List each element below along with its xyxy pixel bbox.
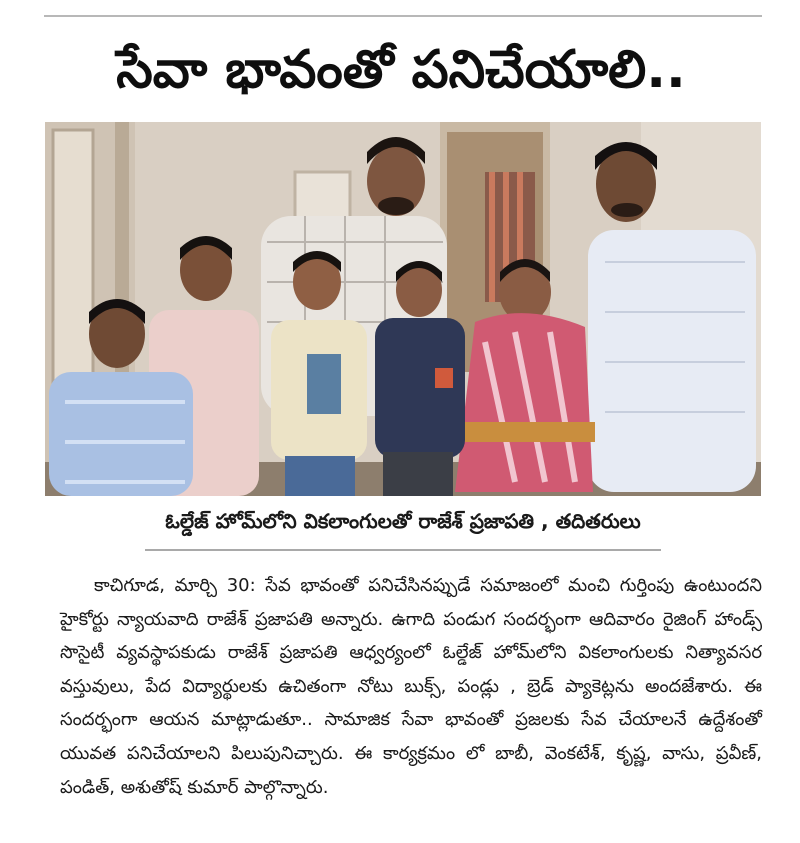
top-divider (44, 15, 762, 17)
article-body (60, 569, 762, 804)
photo-caption: ఓల్డేజ్ హోమ్‌లోని వికలాంగులతో రాజేశ్ ప్రజాపతి , తదితరులు (165, 509, 641, 533)
article-paragraph: కాచిగూడ, మార్చి 30: సేవ భావంతో పనిచేసినప్పుడే సమాజంలో మంచి గుర్తింపు ఉంటుందని హైకోర్టు న్యాయవాది రాజేశ్ ప్రజాపతి అన్నారు. ఉగాది పండుగ సందర్భంగా ఆదివారం రైజింగ్ హాండ్స్ సొసైటీ వ్యవస్థాపకుడు రాజేశ్ ప్రజాపతి ఆధ్వర్యంలో ఓల్డేజ్ హోమ్‌లోని వికలాంగులకు నిత్యావసర వస్తువులు, పేద విద్యార్థులకు ఉచితంగా నోటు బుక్స్, పండ్లు , బ్రెడ్ ప్యాకెట్లను అందజేశారు. ఈ సందర్భంగా ఆయన మాట్లాడుతూ.. సామాజిక సేవా భావంతో ప్రజలకు సేవ చేయాలనే ఉద్దేశంతో యువత పనిచేయాలని పిలుపునిచ్చారు. ఈ కార్యక్రమం లో బాబీ, వెంకటేశ్, కృష్ణ, వాసు, ప్రవీణ్, పండిత్, అశుతోష్ కుమార్ పాల్గొన్నారు. (60, 575, 762, 798)
caption-divider (145, 549, 661, 551)
headline: సేవా భావంతో పనిచేయాలి.. (116, 40, 686, 100)
news-photo (45, 122, 761, 496)
